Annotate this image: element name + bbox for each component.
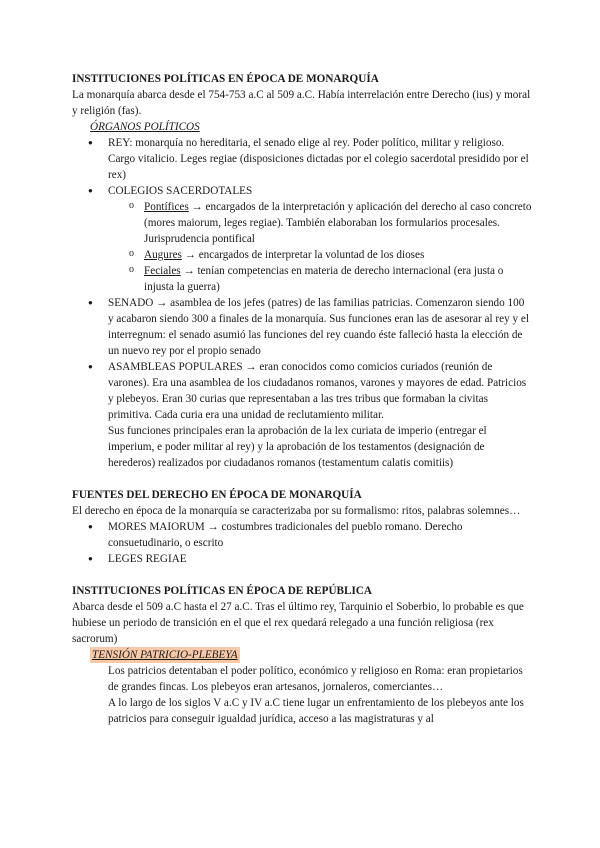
- sublist-item-augures: [72, 247, 532, 263]
- sublist-item-feciales: [72, 263, 532, 295]
- paragraph-enfrentamiento: A lo largo de los siglos V a.C y IV a.C tiene lugar un enfrentamiento de los plebeyos ante los patricios para conseguir igualdad jurídica, acceso a las magistraturas y al: [108, 697, 524, 725]
- list-item-senado: ● SENADO → asamblea de los jefes (patres) de las familias patricias. Comenzaron siendo 100 y acabaron siendo 300 a finales de la monarquía. Sus funciones eran las de asesorar al rey y el interregnum: el senado asumió las funciones del rey cuando éste falleció hasta la elección de un nuevo rey por el propio senado: [72, 295, 532, 359]
- section-title-republica: INSTITUCIONES POLÍTICAS EN ÉPOCA DE REPÚBLICA: [72, 585, 372, 597]
- list-item-asambleas: [72, 359, 532, 471]
- asambleas-funciones: Sus funciones principales eran la aprobación de la lex curiata de imperio (entregar el imperium, e poder militar al rey) y la aprobación de los testamentos (designación de herederos) realizados por ciudadanos romanos (testamentum calatis comitiis): [108, 425, 487, 469]
- list-item-leges: ● LEGES REGIAE: [72, 551, 532, 567]
- intro-fuentes: El derecho en época de la monarquía se caracterizaba por su formalismo: ritos, palabras solemnes…: [72, 505, 521, 517]
- section-title-monarquia: INSTITUCIONES POLÍTICAS EN ÉPOCA DE MONARQUÍA: [72, 73, 379, 85]
- subtitle-organos: ÓRGANOS POLÍTICOS: [90, 121, 200, 133]
- pontifices-term: Pontífices: [144, 201, 189, 213]
- list-item-colegios: [72, 183, 532, 199]
- intro-republica: Abarca desde el 509 a.C hasta el 27 a.C. Tras el último rey, Tarquinio el Soberbio, lo probable es que hubiese un periodo de transición en el que el rex quedará relegado a una función religiosa (rex sacrorum): [72, 601, 524, 645]
- augures-text: → encargados de interpretar la voluntad de los dioses: [181, 249, 425, 261]
- list-item-rey: ● REY: monarquía no hereditaria, el senado elige al rey. Poder político, militar y religioso. Cargo vitalicio. Leges regiae (disposiciones dictadas por el colegio sacerdotal presidido por el rex): [72, 135, 532, 183]
- sublist-item-pontifices: [72, 199, 532, 247]
- section-title-fuentes: FUENTES DEL DERECHO EN ÉPOCA DE MONARQUÍA: [72, 489, 362, 501]
- paragraph-patricios: Los patricios detentaban el poder político, económico y religioso en Roma: eran propietarios de grandes fincas. Los plebeyos eran artesanos, jornaleros, comerciantes…: [108, 665, 523, 693]
- organos-list-cont: [72, 295, 532, 471]
- colegios-label: COLEGIOS SACERDOTALES: [108, 185, 253, 197]
- pontifices-text: → encargados de la interpretación y aplicación del derecho al caso concreto (mores maiorum, leges regiae). También elaboraban los formularios procesales. Jurisprudencia pontifical: [144, 201, 532, 245]
- document-content: [72, 71, 532, 727]
- augures-term: Augures: [144, 249, 182, 261]
- colegios-sublist: [72, 199, 532, 295]
- intro-monarquia: La monarquía abarca desde el 754-753 a.C al 509 a.C. Había interrelación entre Derecho (ius) y moral y religión (fas).: [72, 89, 531, 117]
- fuentes-list: [72, 519, 532, 567]
- feciales-term: Feciales: [144, 265, 181, 277]
- list-item-mores: ● MORES MAIORUM → costumbres tradicionales del pueblo romano. Derecho consuetudinario, o escrito: [72, 519, 532, 551]
- asambleas-text: ASAMBLEAS POPULARES → eran conocidos como comicios curiados (reunión de varones). Era una asamblea de los ciudadanos romanos, varones y mayores de edad. Patricios y plebeyos. Eran 30 curias que representaban a las tres tribus que formaban la civitas primitiva. Cada curia era una unidad de reclutamiento militar.: [108, 361, 527, 421]
- organos-list: [72, 135, 532, 199]
- subtitle-tension: TENSIÓN PATRICIO-PLEBEYA: [92, 649, 238, 661]
- feciales-text: → tenían competencias en materia de derecho internacional (era justa o injusta la guerra): [144, 265, 504, 293]
